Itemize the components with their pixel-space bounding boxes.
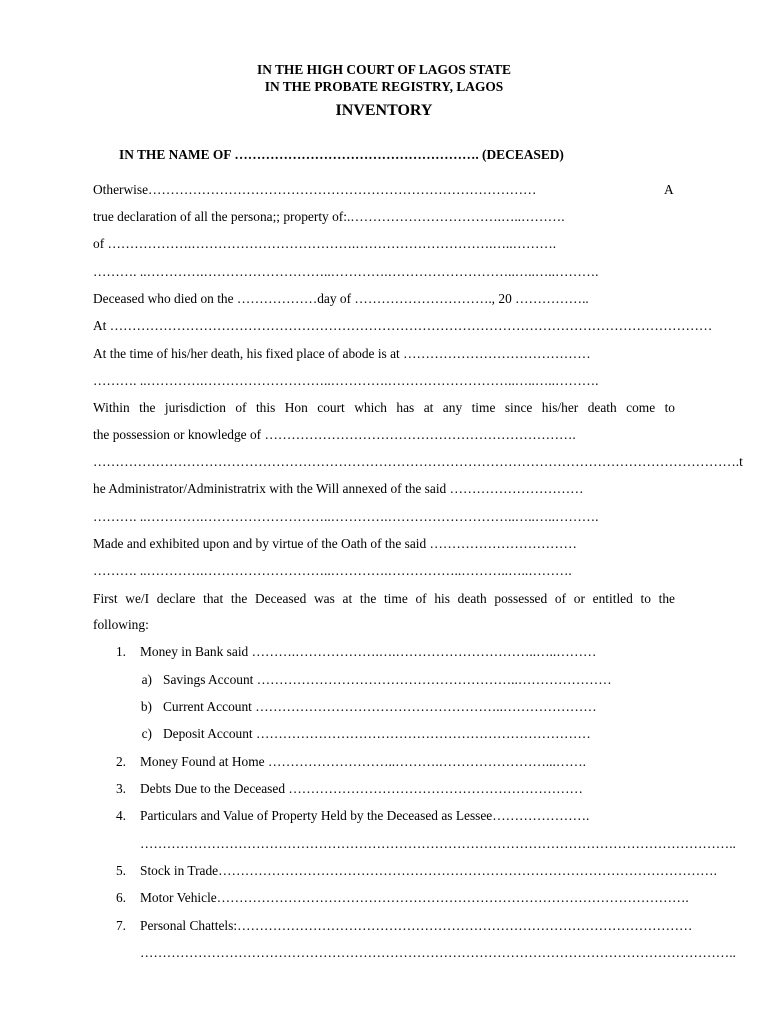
dotted-line-t xyxy=(93,454,743,470)
list-item-motor-vehicle: Motor Vehicle……………………………………………………………………………………………. xyxy=(140,890,689,905)
at-line xyxy=(93,318,713,334)
administrator-line xyxy=(93,481,675,497)
list-number: 4. xyxy=(115,808,126,823)
list-item-money-in-bank: Money in Bank said ……….……………….….…………………………..…..……… xyxy=(140,644,597,659)
otherwise-line: Otherwise…………………………………………………………………………… xyxy=(93,182,537,197)
dotted-line-3-text: ………. ..………….………………………..………….………………………..…..…..………. xyxy=(93,509,599,524)
list-number: 5. xyxy=(115,863,126,878)
list-number: 2. xyxy=(115,754,126,769)
died-on-text: Deceased who died on the ………………day of …………………………., 20 …………….. xyxy=(93,291,589,306)
sublist-item-savings: Savings Account …………………………………………………..………………… xyxy=(163,672,612,687)
dotted-line-4 xyxy=(93,563,675,579)
declare-line: First we/I declare that the Deceased was at the time of his death possessed of or entitled to the xyxy=(93,591,675,606)
otherwise-tail: A xyxy=(664,182,674,197)
list-item-stock: Stock in Trade…………………………………………………………………………………………………. xyxy=(140,863,717,878)
name-of-deceased-line: IN THE NAME OF ………………………………………………. (DECEASED) xyxy=(119,147,564,162)
document-title: INVENTORY xyxy=(335,102,433,119)
dotted-line-1 xyxy=(93,264,675,280)
exhibited-text: Made and exhibited upon and by virtue of the Oath of the said …………………………… xyxy=(93,536,577,551)
administrator-text: he Administrator/Administratrix with the Will annexed of the said ………………………… xyxy=(93,481,584,496)
sublist-letter: c) xyxy=(141,726,152,741)
list-item-chattels-continuation: …………………………………………………………………………………………………………………….. xyxy=(140,945,736,960)
died-on-line xyxy=(93,291,675,307)
list-item-lessee-property: Particulars and Value of Property Held by the Deceased as Lessee…………………. xyxy=(140,808,590,823)
list-item-personal-chattels: Personal Chattels:………………………………………………………………………………………… xyxy=(140,918,693,933)
dotted-line-1-text: ………. ..………….………………………..………….………………………..…..…..………. xyxy=(93,264,599,279)
list-number: 3. xyxy=(115,781,126,796)
of-line xyxy=(93,236,675,252)
dotted-line-2-text: ………. ..………….………………………..………….………………………..…..…..………. xyxy=(93,373,599,388)
true-declaration-line xyxy=(93,209,675,225)
registry-heading: IN THE PROBATE REGISTRY, LAGOS xyxy=(264,79,504,94)
sublist-letter: a) xyxy=(141,672,152,687)
true-declaration-text: true declaration of all the persona;; property of:.…………………………….…..………. xyxy=(93,209,565,224)
possession-line xyxy=(93,427,675,443)
list-item-money-at-home: Money Found at Home ………………………..……….……………………...……. xyxy=(140,754,586,769)
possession-text: the possession or knowledge of ……………………………………………………………. xyxy=(93,427,576,442)
list-number: 7. xyxy=(115,918,126,933)
exhibited-line xyxy=(93,536,675,552)
list-item-debts: Debts Due to the Deceased ………………………………………………………… xyxy=(140,781,583,796)
dotted-line-4-text: ………. ..………….………………………..………….……………..………..…..………. xyxy=(93,563,572,578)
dotted-line-2 xyxy=(93,373,675,389)
following-line: following: xyxy=(93,617,149,632)
court-heading: IN THE HIGH COURT OF LAGOS STATE xyxy=(256,62,511,77)
abode-line xyxy=(93,346,675,362)
list-number: 1. xyxy=(115,644,126,659)
list-item-lessee-continuation: …………………………………………………………………………………………………………………….. xyxy=(140,836,736,851)
sublist-item-deposit: Deposit Account ………………………………………………………………… xyxy=(163,726,591,741)
sublist-item-current: Current Account ………………………………………………..………………… xyxy=(163,699,597,714)
abode-text: At the time of his/her death, his fixed place of abode is at …………………………………… xyxy=(93,346,591,361)
dotted-line-t-text: ……………………………………………………………………………………………………………………………….t xyxy=(93,454,743,469)
of-line-text: of ……………….……………………………….………………………….…..………. xyxy=(93,236,557,251)
sublist-letter: b) xyxy=(140,699,152,714)
jurisdiction-line: Within the jurisdiction of this Hon court which has at any time since his/her death come to xyxy=(93,400,675,415)
dotted-line-3 xyxy=(93,509,675,525)
list-number: 6. xyxy=(115,890,126,905)
at-line-text: At ……………………………………………………………………………………………………………………… xyxy=(93,318,713,333)
